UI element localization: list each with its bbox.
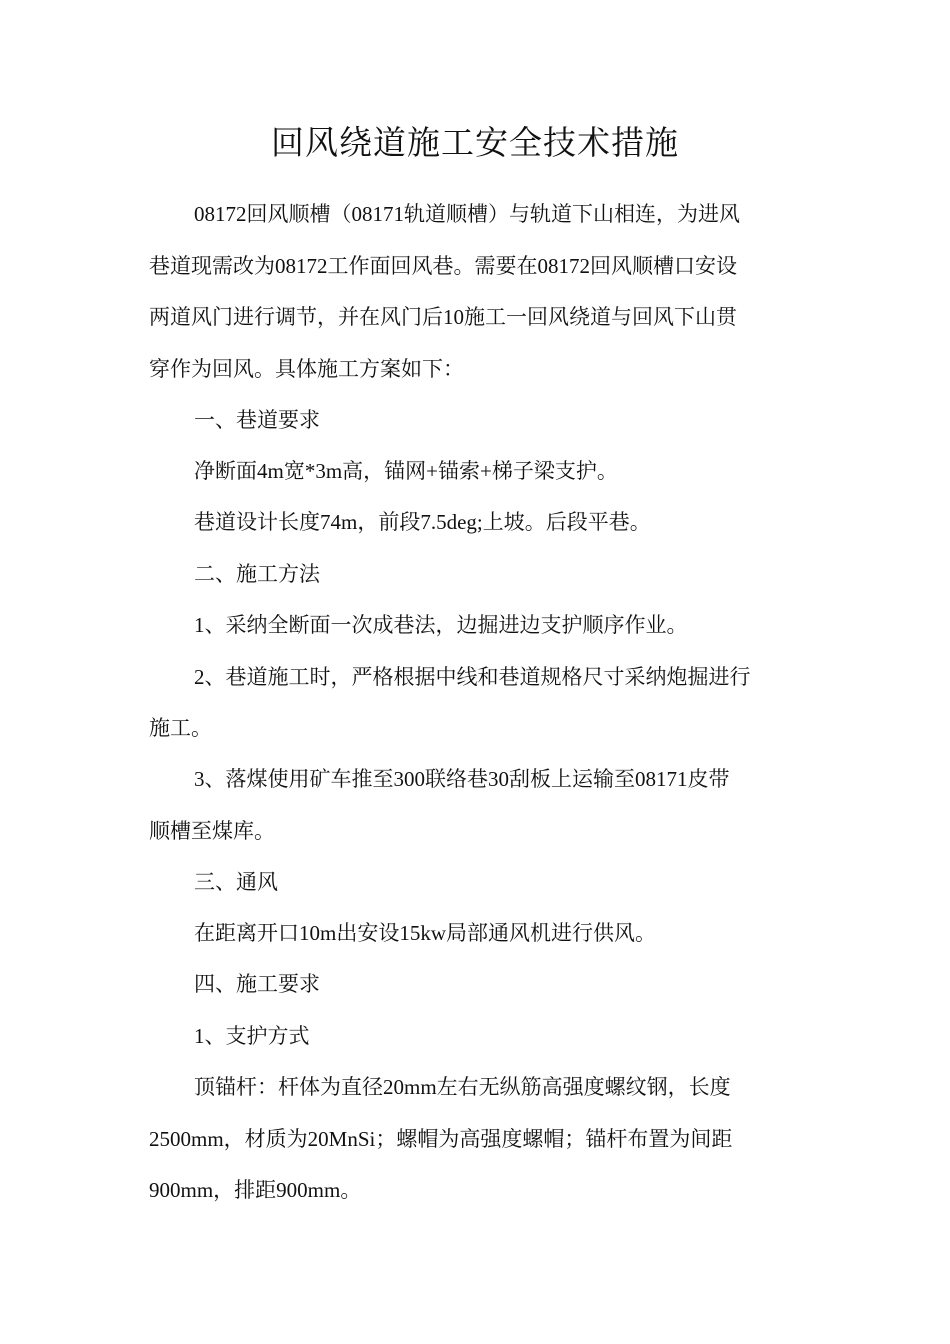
section-heading: 一、巷道要求 — [194, 408, 320, 432]
paragraph-line: 施工。 — [149, 716, 212, 740]
document-title: 回风绕道施工安全技术措施 — [271, 126, 679, 162]
paragraph-line: 900mm，排距900mm。 — [149, 1178, 362, 1202]
paragraph-line: 2500mm，材质为20MnSi；螺帽为高强度螺帽；锚杆布置为间距 — [149, 1127, 733, 1151]
paragraph-line: 净断面4m宽*3m高，锚网+锚索+梯子梁支护。 — [194, 459, 618, 483]
paragraph-line: 2、巷道施工时，严格根据中线和巷道规格尺寸采纳炮掘进行 — [194, 665, 751, 689]
subsection-heading: 1、支护方式 — [194, 1024, 310, 1048]
paragraph-line: 巷道现需改为08172工作面回风巷。需要在08172回风顺槽口安设 — [149, 254, 737, 278]
paragraph-line: 两道风门进行调节，并在风门后10施工一回风绕道与回风下山贯 — [149, 305, 737, 329]
paragraph-line: 顺槽至煤库。 — [149, 819, 275, 843]
paragraph-line: 顶锚杆：杆体为直径20mm左右无纵筋高强度螺纹钢，长度 — [194, 1075, 731, 1099]
paragraph-line: 1、采纳全断面一次成巷法，边掘进边支护顺序作业。 — [194, 613, 688, 637]
paragraph-line: 穿作为回风。具体施工方案如下： — [149, 357, 464, 381]
section-heading: 二、施工方法 — [194, 562, 320, 586]
section-heading: 三、通风 — [194, 870, 278, 894]
paragraph-line: 巷道设计长度74m，前段7.5deg;上坡。后段平巷。 — [194, 510, 651, 534]
paragraph-line: 08172回风顺槽（08171轨道顺槽）与轨道下山相连，为进风 — [194, 202, 740, 226]
paragraph-line: 3、落煤使用矿车推至300联络巷30刮板上运输至08171皮带 — [194, 767, 730, 791]
section-heading: 四、施工要求 — [194, 972, 320, 996]
paragraph-line: 在距离开口10m出安设15kw局部通风机进行供风。 — [194, 921, 656, 945]
